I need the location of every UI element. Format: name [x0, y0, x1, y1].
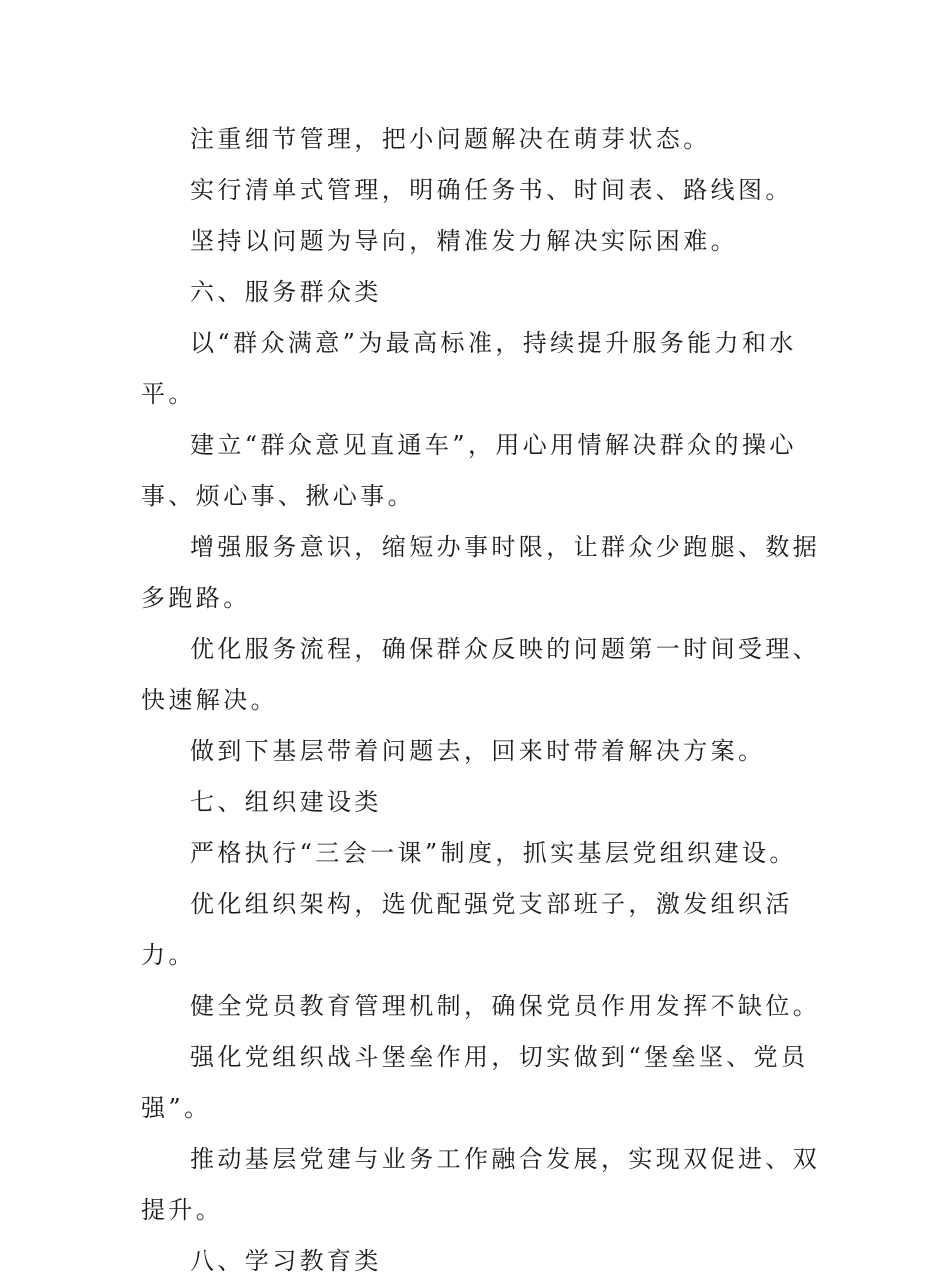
document-page — [141, 114, 821, 1287]
paragraph-member-education: 健全党员教育管理机制，确保党员作用发挥不缺位。 — [190, 992, 821, 1020]
section-heading-learning: 八、学习教育类 — [190, 1247, 382, 1275]
paragraph-service-process: 优化服务流程，确保群众反映的问题第一时间受理、快速解决。 — [141, 635, 821, 714]
paragraph-org-structure: 优化组织架构，选优配强党支部班子，激发组织活力。 — [141, 890, 793, 969]
paragraph-service-awareness: 增强服务意识，缩短办事时限，让群众少跑腿、数据多跑路。 — [141, 533, 821, 612]
paragraph-grassroots-visits: 做到下基层带着问题去，回来时带着解决方案。 — [190, 737, 766, 765]
paragraph-detail-management: 注重细节管理，把小问题解决在萌芽状态。 — [190, 125, 711, 153]
paragraph-checklist-management: 实行清单式管理，明确任务书、时间表、路线图。 — [190, 176, 793, 204]
paragraph-fortress-role: 强化党组织战斗堡垒作用，切实做到“堡垒坚、党员强”。 — [141, 1043, 809, 1122]
paragraph-opinion-channel: 建立“群众意见直通车”，用心用情解决群众的操心事、烦心事、揪心事。 — [141, 431, 797, 510]
section-heading-organization: 七、组织建设类 — [190, 788, 382, 816]
paragraph-problem-oriented: 坚持以问题为导向，精准发力解决实际困难。 — [190, 227, 738, 255]
paragraph-three-meetings: 严格执行“三会一课”制度，抓实基层党组织建设。 — [190, 839, 797, 867]
paragraph-public-satisfaction: 以“群众满意”为最高标准，持续提升服务能力和水平。 — [141, 329, 797, 408]
section-heading-serve-public: 六、服务群众类 — [190, 278, 382, 306]
paragraph-integration: 推动基层党建与业务工作融合发展，实现双促进、双提升。 — [141, 1145, 821, 1224]
